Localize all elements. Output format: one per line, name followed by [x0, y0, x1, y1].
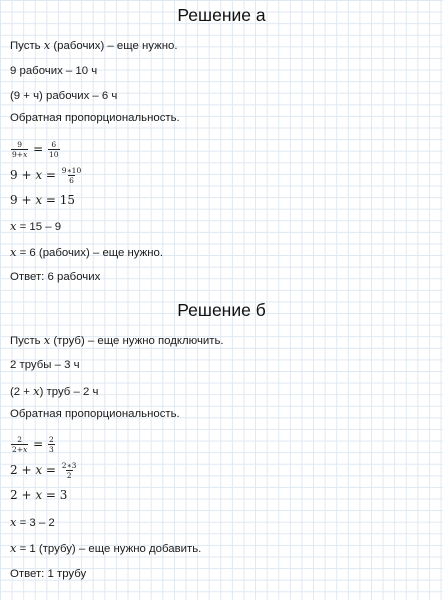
- variable: x: [35, 193, 43, 207]
- text: (труб) – еще нужно подключить.: [50, 335, 224, 347]
- variable: x: [10, 515, 17, 529]
- text: 2 +: [10, 463, 36, 477]
- section-b-result: [10, 541, 201, 556]
- text: (2 +: [10, 386, 34, 398]
- section-a-title: Решение а: [177, 5, 266, 25]
- section-b-equation-2: [10, 488, 67, 502]
- section-b-equation-1: [10, 461, 78, 480]
- fraction: [11, 140, 28, 159]
- fraction: [61, 166, 82, 185]
- text: Пусть: [10, 40, 44, 52]
- text: = 3 – 2: [16, 517, 55, 529]
- variable: x: [43, 38, 51, 52]
- numerator: 9: [17, 140, 23, 149]
- variable: x: [23, 445, 28, 454]
- section-a-result: [10, 245, 163, 260]
- section-a-given-1: 9 рабочих – 10 ч: [10, 65, 98, 77]
- section-a-let-line: [10, 38, 178, 53]
- section-b-title: Решение б: [177, 300, 266, 320]
- text: ) труб – 2 ч: [39, 386, 99, 398]
- equals: =: [42, 463, 60, 477]
- text: = 15: [42, 193, 76, 207]
- variable: x: [35, 168, 43, 182]
- equals: =: [42, 168, 60, 182]
- text: 2 +: [10, 488, 36, 502]
- section-a-equation-1: [10, 166, 83, 185]
- text: = 6 (рабочих) – еще нужно.: [16, 247, 164, 259]
- equals: =: [29, 437, 47, 451]
- fraction: [11, 435, 28, 454]
- section-b-equation-3: [10, 515, 55, 530]
- text: 9 +: [10, 193, 36, 207]
- variable: x: [10, 245, 17, 259]
- section-a-proportion: [10, 140, 61, 159]
- variable: x: [33, 384, 40, 398]
- fraction: [48, 435, 55, 454]
- variable: x: [43, 333, 51, 347]
- section-a-relation: Обратная пропорциональность.: [10, 112, 180, 124]
- denominator: 6: [69, 176, 74, 185]
- numerator: 2: [17, 435, 23, 444]
- variable: x: [23, 150, 28, 159]
- text: 9 +: [10, 168, 36, 182]
- denominator: 2: [66, 471, 72, 480]
- text: 2+: [12, 445, 24, 454]
- section-a-answer: Ответ: 6 рабочих: [10, 271, 101, 283]
- section-b-let-line: [10, 333, 224, 348]
- denominator: [11, 149, 28, 159]
- section-b-given-1: 2 трубы – 3 ч: [10, 359, 80, 371]
- text: = 3: [42, 488, 68, 502]
- section-b-relation: Обратная пропорциональность.: [10, 408, 180, 420]
- variable: x: [10, 541, 17, 555]
- text: = 15 – 9: [16, 221, 62, 233]
- section-b-given-2: [10, 384, 98, 399]
- text: = 1 (трубу) – еще нужно добавить.: [16, 543, 202, 555]
- numerator: 2∗3: [61, 461, 77, 470]
- numerator: 6: [51, 140, 57, 149]
- section-a-equation-3: [10, 219, 61, 234]
- section-b-proportion: [10, 435, 56, 454]
- equals: =: [29, 142, 47, 156]
- numerator: 2: [48, 435, 54, 444]
- denominator: 10: [48, 150, 59, 159]
- text: (рабочих) – еще нужно.: [50, 40, 178, 52]
- variable: x: [35, 488, 43, 502]
- section-a-given-2: (9 + ч) рабочих – 6 ч: [10, 90, 118, 102]
- numerator: 9∗10: [61, 166, 82, 175]
- fraction: [48, 140, 60, 159]
- fraction: [61, 461, 78, 480]
- text: 9+: [12, 150, 24, 159]
- variable: x: [10, 219, 17, 233]
- section-b-answer: Ответ: 1 трубу: [10, 568, 87, 580]
- text: Пусть: [10, 335, 44, 347]
- denominator: 3: [48, 445, 54, 454]
- denominator: [11, 444, 28, 454]
- variable: x: [35, 463, 43, 477]
- section-a-equation-2: [10, 193, 75, 207]
